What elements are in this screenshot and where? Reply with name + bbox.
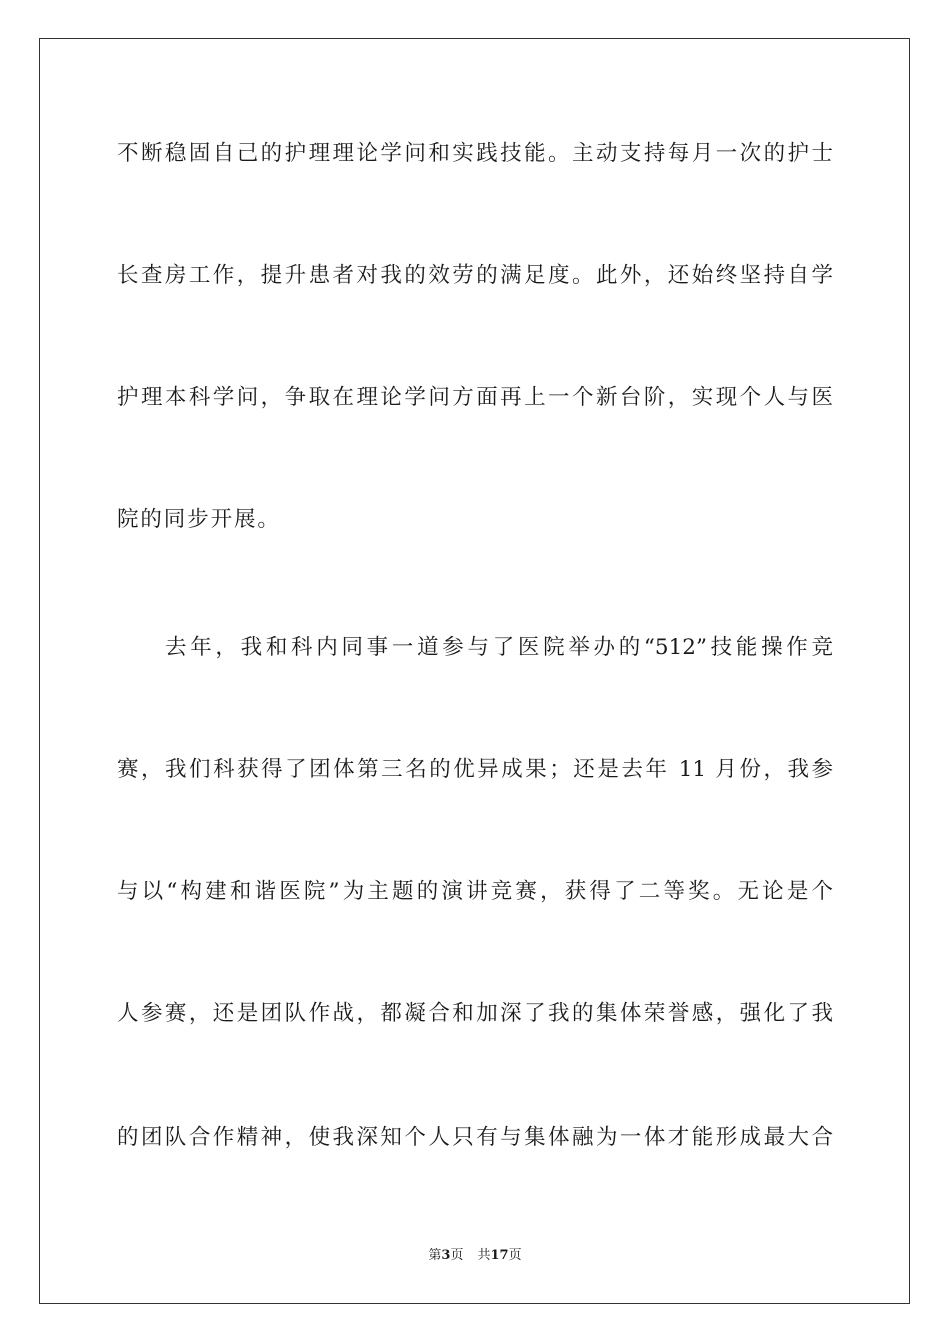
body-line-8: 人参赛，还是团队作战，都凝合和加深了我的集体荣誉感，强化了我: [117, 1001, 833, 1026]
total-prefix: 共: [477, 1248, 491, 1263]
body-line-2: 长查房工作，提升患者对我的效劳的满足度。此外，还始终坚持自学: [117, 263, 833, 288]
page-prefix: 第: [428, 1248, 442, 1263]
body-line-4: 院的同步开展。: [117, 507, 281, 532]
current-page-number: 3: [441, 1248, 451, 1263]
body-line-6: 赛，我们科获得了团体第三名的优异成果；还是去年 11 月份，我参: [117, 757, 833, 782]
body-line-1: 不断稳固自己的护理理论学问和实践技能。主动支持每月一次的护士: [117, 141, 833, 166]
body-line-3: 护理本科学问，争取在理论学问方面再上一个新台阶，实现个人与医: [117, 385, 833, 410]
body-line-5: 去年，我和科内同事一道参与了医院举办的“512”技能操作竞: [165, 635, 833, 660]
page-border: [39, 38, 910, 1304]
total-suffix: 页: [508, 1248, 522, 1263]
page-suffix: 页: [450, 1248, 464, 1263]
body-line-9: 的团队合作精神，使我深知个人只有与集体融为一体才能形成最大合: [117, 1125, 833, 1150]
page-footer: [0, 1247, 950, 1265]
body-line-7: 与以“构建和谐医院”为主题的演讲竞赛，获得了二等奖。无论是个: [117, 879, 833, 904]
total-pages-number: 17: [490, 1248, 509, 1263]
